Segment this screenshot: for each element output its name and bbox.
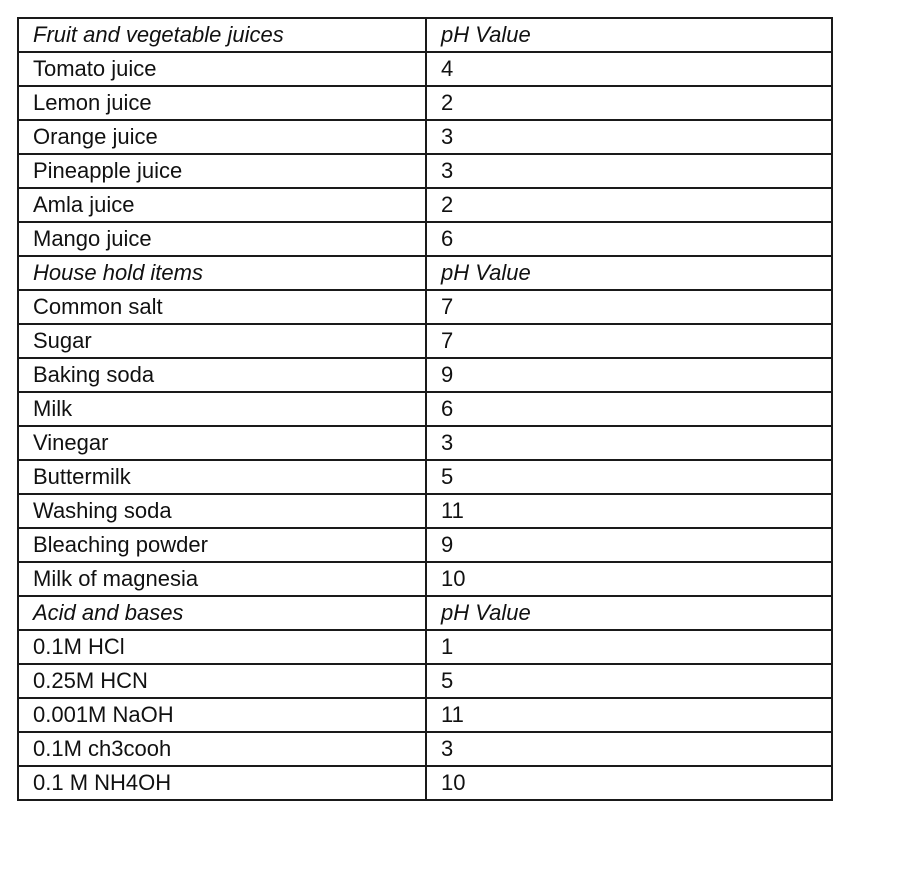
table-row <box>18 154 832 188</box>
item-name-cell: 0.1 M NH4OH <box>18 766 426 800</box>
item-name-cell: 0.1M ch3cooh <box>18 732 426 766</box>
ph-value-cell: 10 <box>426 562 832 596</box>
ph-value-heading-cell: pH Value <box>426 18 832 52</box>
ph-value-cell: 1 <box>426 630 832 664</box>
table-row <box>18 120 832 154</box>
ph-value-cell: 2 <box>426 188 832 222</box>
item-name-cell: Pineapple juice <box>18 154 426 188</box>
table-row <box>18 426 832 460</box>
ph-value-cell: 11 <box>426 494 832 528</box>
table-row <box>18 664 832 698</box>
ph-value-cell: 6 <box>426 222 832 256</box>
section-header-row <box>18 18 832 52</box>
item-name-cell: Amla juice <box>18 188 426 222</box>
ph-value-cell: 4 <box>426 52 832 86</box>
section-header-row <box>18 596 832 630</box>
ph-value-heading-cell: pH Value <box>426 256 832 290</box>
table-row <box>18 222 832 256</box>
ph-value-cell: 3 <box>426 426 832 460</box>
ph-value-cell: 3 <box>426 732 832 766</box>
table-row <box>18 630 832 664</box>
ph-value-cell: 5 <box>426 460 832 494</box>
item-name-cell: Milk <box>18 392 426 426</box>
table-row <box>18 392 832 426</box>
ph-value-cell: 9 <box>426 358 832 392</box>
item-name-cell: Bleaching powder <box>18 528 426 562</box>
item-name-cell: Buttermilk <box>18 460 426 494</box>
table-row <box>18 460 832 494</box>
ph-value-cell: 5 <box>426 664 832 698</box>
item-name-cell: Lemon juice <box>18 86 426 120</box>
table-row <box>18 86 832 120</box>
ph-value-heading-cell: pH Value <box>426 596 832 630</box>
ph-value-cell: 7 <box>426 290 832 324</box>
ph-value-cell: 2 <box>426 86 832 120</box>
item-name-cell: 0.001M NaOH <box>18 698 426 732</box>
table-row <box>18 52 832 86</box>
table-row <box>18 698 832 732</box>
ph-value-cell: 6 <box>426 392 832 426</box>
item-name-cell: Baking soda <box>18 358 426 392</box>
section-title-cell: Acid and bases <box>18 596 426 630</box>
ph-value-cell: 9 <box>426 528 832 562</box>
table-row <box>18 494 832 528</box>
table-row <box>18 766 832 800</box>
section-title-cell: Fruit and vegetable juices <box>18 18 426 52</box>
table-row <box>18 528 832 562</box>
table-row <box>18 562 832 596</box>
item-name-cell: Washing soda <box>18 494 426 528</box>
ph-value-cell: 7 <box>426 324 832 358</box>
table-row <box>18 290 832 324</box>
item-name-cell: 0.1M HCl <box>18 630 426 664</box>
ph-value-cell: 11 <box>426 698 832 732</box>
ph-value-cell: 10 <box>426 766 832 800</box>
section-title-cell: House hold items <box>18 256 426 290</box>
ph-value-table <box>17 17 833 801</box>
item-name-cell: 0.25M HCN <box>18 664 426 698</box>
item-name-cell: Orange juice <box>18 120 426 154</box>
ph-value-cell: 3 <box>426 154 832 188</box>
item-name-cell: Sugar <box>18 324 426 358</box>
item-name-cell: Tomato juice <box>18 52 426 86</box>
section-header-row <box>18 256 832 290</box>
table-row <box>18 324 832 358</box>
ph-value-cell: 3 <box>426 120 832 154</box>
table-body <box>18 18 832 800</box>
table-row <box>18 358 832 392</box>
table-row <box>18 188 832 222</box>
item-name-cell: Mango juice <box>18 222 426 256</box>
item-name-cell: Vinegar <box>18 426 426 460</box>
item-name-cell: Common salt <box>18 290 426 324</box>
table-row <box>18 732 832 766</box>
item-name-cell: Milk of magnesia <box>18 562 426 596</box>
